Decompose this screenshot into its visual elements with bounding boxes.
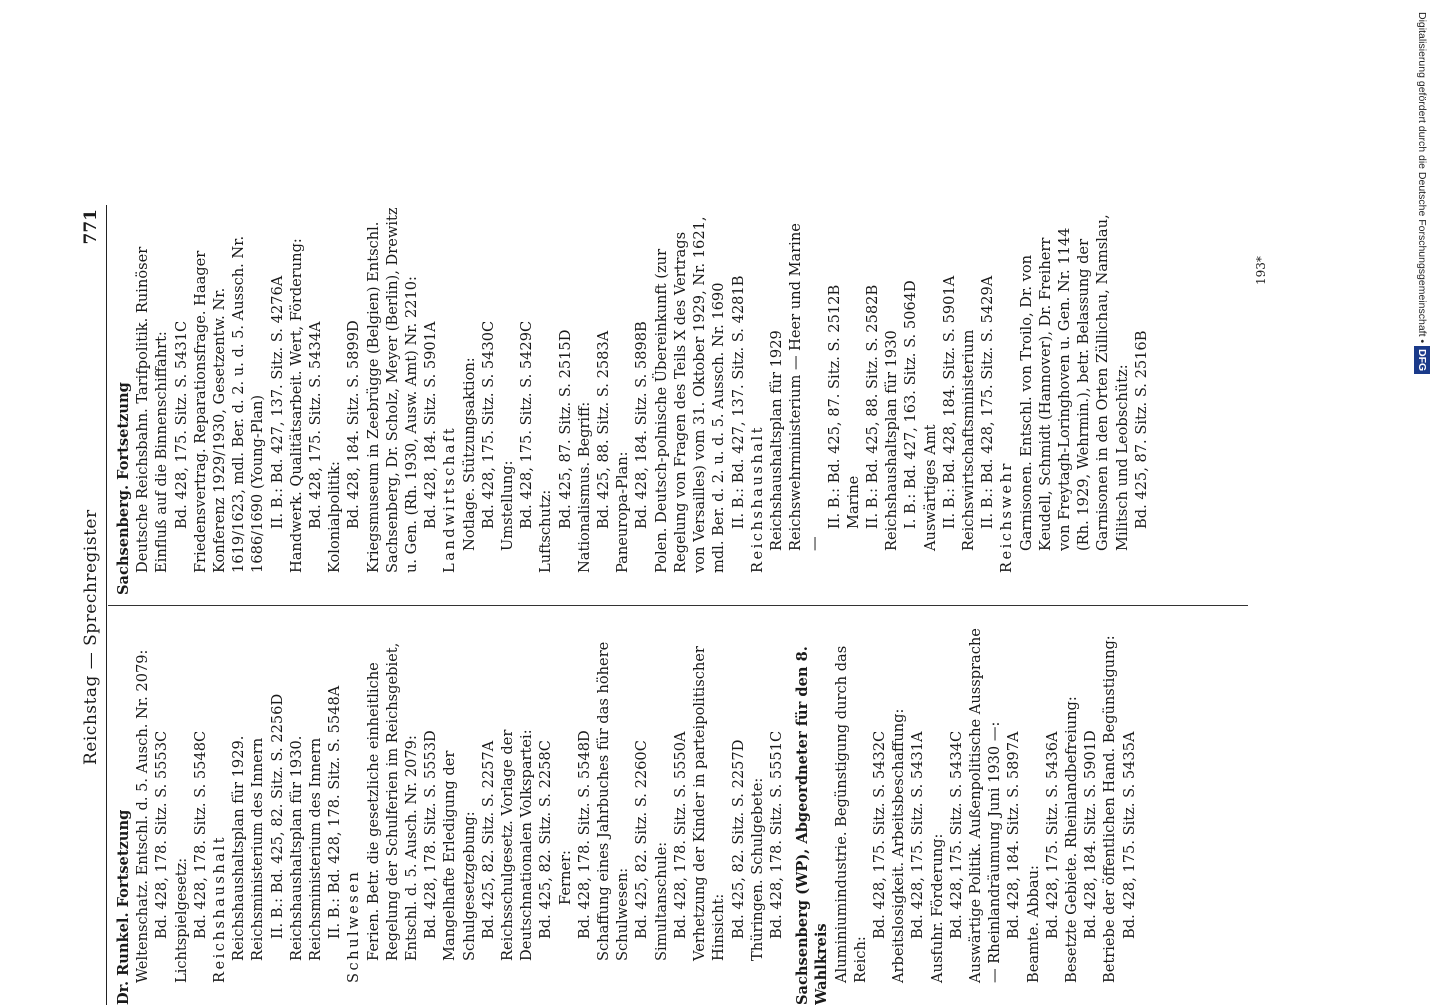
register-entry: Bd. 428, 178. Sitz. S. 5548D: [575, 730, 593, 939]
register-entry: Bd. 425, 87. Sitz. S. 2515D: [556, 329, 574, 529]
register-entry: I. B.: Bd. 427, 163. Sitz. S. 5064D: [902, 280, 920, 529]
register-entry: Weltenschatz. Entschl. d. 5. Ausch. Nr. 2079:: [134, 649, 152, 983]
sheet-signature: 193*: [1254, 256, 1268, 285]
register-entry: Reichswehrministerium — Heer und Marine —: [787, 218, 824, 551]
register-entry: II. B.: Bd. 425, 87. Sitz. S. 2512B: [825, 284, 843, 529]
register-entry: Lichtspielgesetz:: [172, 857, 190, 983]
register-entry: Bd. 428, 178. Sitz. S. 5548C: [191, 730, 209, 939]
register-entry: Umstellung:: [499, 460, 517, 551]
register-entry: Bd. 428, 184. Sitz. S. 5901A: [422, 321, 440, 529]
register-entry: Bd. 428, 184. Sitz. S. 5897A: [1005, 731, 1023, 939]
page-number: 771: [81, 209, 101, 245]
register-entry: Arbeitslosigkeit. Arbeitsbeschaffung:: [890, 708, 908, 983]
register-entry: Ferien. Betr. die gesetzliche einheitliche Regelung der Schulferien im Reichsgebiet, Entschl. d. 5. Ausch. Nr. 2079:: [364, 638, 421, 961]
register-entry: Bd. 428, 175. Sitz. S. 5435A: [1120, 731, 1138, 939]
register-entry: Reichsschulgesetz. Vorlage der Deutschnationalen Volkspartei:: [499, 725, 536, 961]
register-entry: Bd. 428, 178. Sitz. S. 5553C: [153, 730, 171, 939]
register-entry: II. B.: Bd. 425, 88. Sitz. S. 2582B: [863, 284, 881, 529]
register-entry: Bd. 428, 175. Sitz. S. 5429C: [518, 320, 536, 529]
register-entry: Reichswehr: [998, 461, 1016, 573]
register-entry: Dr. Runkel. Fortsetzung: [115, 809, 132, 1005]
register-entry: Bd. 428, 175. Sitz. S. 5430C: [479, 320, 497, 529]
register-entry: Bd. 428, 184. Sitz. S. 5901D: [1082, 730, 1100, 939]
register-entry: Bd. 428, 178. Sitz. S. 5553D: [422, 730, 440, 939]
register-entry: Friedensvertrag. Reparationsfrage. Haager Konferenz 1929/1930, Gesetzentw. Nr. 1619/1623, mdl. Ber. d. 2. u. d. 5. Aussch. Nr. 1686/1690 (Young-Plan): [191, 231, 267, 573]
running-head: [80, 205, 107, 1005]
register-entry: Bd. 428, 184. Sitz. S. 5898B: [633, 321, 651, 529]
register-entry: Bd. 428, 175. Sitz. S. 5431A: [909, 731, 927, 939]
register-entry: Landwirtschaft: [441, 425, 459, 573]
register-entry: Betriebe der öffentlichen Hand. Begünstigung:: [1101, 635, 1119, 983]
sidenote-text: Digitalisierung gefördert durch die Deutsche Forschungsgemeinschaft •: [1416, 12, 1428, 344]
register-entry: Bd. 425, 82. Sitz. S. 2260C: [633, 740, 651, 939]
register-entry: Handwerk. Qualitätsarbeit. Wert, Förderung:: [287, 238, 305, 573]
register-entry: Deutsche Reichsbahn. Tarifpolitik. Ruinöser Einfluß auf die Binnenschiffahrt:: [134, 242, 171, 573]
register-entry: Sachsenberg. Fortsetzung: [115, 382, 132, 595]
register-entry: Bd. 425, 87. Sitz. S. 2516B: [1132, 330, 1150, 529]
register-entry: Reichshaushaltsplan für 1929. Reichsministerium des Innern: [230, 730, 267, 961]
register-entry: Mangelhafte Erledigung der Schulgesetzgebung:: [441, 746, 478, 961]
running-head-title: Reichstag — Sprechregister: [81, 509, 101, 765]
register-entry: II. B.: Bd. 425, 82. Sitz. S. 2256D: [268, 693, 286, 939]
register-entry: Polen. Deutsch-polnische Übereinkunft (zur Regelung von Fragen des Teils X des Vertrags von Versailles) vom 31. Oktober 1929, Nr. 1621, mdl. Ber. d. 2. u. d. 5. Aussch. Nr. 1690: [652, 211, 728, 573]
register-entry: Bd. 428, 178. Sitz. S. 5551C: [767, 730, 785, 939]
register-entry: Auswärtige Politik. Außenpolitische Aussprache — Rheinlandräumung Juni 1930 —:: [966, 623, 1004, 983]
register-entry: Reichshaushaltsplan für 1930: [883, 330, 901, 551]
register-entry: Bd. 428, 175. Sitz. S. 5434A: [307, 321, 325, 529]
register-entry: Ferner:: [556, 850, 574, 905]
register-entry: Reichshaushalt: [748, 425, 766, 573]
register-entry: Bd. 428, 175. Sitz. S. 5436A: [1043, 731, 1061, 939]
register-entry: Sachsenberg (WP), Abgeordneter für den 8. Wahlkreis: [794, 641, 831, 1005]
register-entry: II. B.: Bd. 428, 178. Sitz. S. 5548A: [326, 685, 344, 939]
left-column: [114, 617, 1139, 1005]
register-entry: Reichshaushaltsplan für 1930. Reichsministerium des Innern: [287, 730, 325, 961]
register-entry: Luftschutz:: [537, 489, 555, 573]
register-entry: Bd. 428, 184. Sitz. S. 5899D: [345, 320, 363, 529]
digitization-note: [1414, 12, 1430, 992]
register-entry: II. B.: Bd. 427, 137. Sitz. S. 4281B: [729, 275, 747, 529]
register-entry: Schulwesen: [345, 869, 363, 983]
register-entry: Aluminiumindustrie. Begünstigung durch das Reich:: [832, 641, 869, 983]
column-divider: [108, 605, 1248, 606]
register-entry: Besetzte Gebiete. Rheinlandbefreiung:: [1062, 696, 1080, 983]
document-page: [80, 202, 1340, 1005]
register-entry: Garnisonen. Entschl. von Troilo, Dr. von Keudell, Schmidt (Hannover), Dr. Freiherr von Freytagh-Loringhoven u. Gen. Nr. 1144 (Rh. 1929, Wehrmin.), betr. Belassung der Garnisonen in den Orten Züllichau, Namslau, Militsch und Leobschütz:: [1017, 209, 1131, 551]
register-entry: II. B.: Bd. 427, 137. Sitz. S. 4276A: [268, 275, 286, 529]
register-entry: Paneuropa-Plan:: [614, 451, 632, 573]
register-entry: Bd. 428, 175. Sitz. S. 5432C: [870, 730, 888, 939]
register-entry: Beamte. Abbau:: [1024, 865, 1042, 983]
register-entry: Reichshaushaltsplan für 1929: [767, 330, 785, 551]
register-entry: Auswärtiges Amt: [921, 424, 939, 551]
register-entry: Schaffung eines Jahrbuches für das höhere Schulwesen:: [595, 637, 632, 961]
register-entry: Bd. 425, 82. Sitz. S. 2257A: [479, 740, 497, 939]
register-entry: Bd. 428, 175. Sitz. S. 5434C: [947, 730, 965, 939]
register-entry: Reichswirtschaftsministerium: [959, 329, 977, 551]
register-entry: Reichshaushalt: [211, 835, 229, 983]
register-entry: II. B.: Bd. 428, 184. Sitz. S. 5901A: [940, 275, 958, 529]
register-entry: II. B.: Bd. 428, 175. Sitz. S. 5429A: [979, 275, 997, 529]
register-entry: Bd. 428, 175. Sitz. S. 5431C: [172, 320, 190, 529]
register-entry: Bd. 425, 82. Sitz. S. 2258C: [537, 740, 555, 939]
register-entry: Kolonialpolitik:: [326, 461, 344, 573]
dfg-logo: DFG: [1414, 346, 1430, 374]
register-entry: Notlage. Stützungsaktion:: [460, 357, 478, 551]
register-entry: Verhetzung der Kinder in parteipolitischer Hinsicht:: [691, 641, 728, 961]
register-entry: Bd. 428, 178. Sitz. S. 5550A: [671, 731, 689, 939]
register-entry: Ausfuhr. Förderung:: [928, 833, 946, 983]
register-entry: Kriegsmuseum in Zeebrügge (Belgien) Entschl. Sachsenberg, Dr. Scholz, Meyer (Berlin), Drewitz u. Gen. (Rh. 1930, Ausw. Amt) Nr. 2210:: [364, 202, 421, 573]
register-entry: Nationalismus. Begriff:: [575, 401, 593, 573]
register-entry: Bd. 425, 82. Sitz. S. 2257D: [729, 739, 747, 939]
right-column: [114, 202, 1151, 595]
register-entry: Thüringen. Schulgebete:: [748, 777, 766, 961]
register-entry: Simultanschule:: [652, 841, 670, 961]
register-entry: Bd. 425, 88. Sitz. S. 2583A: [595, 330, 613, 529]
register-entry: Marine: [844, 475, 862, 529]
register-entry: [786, 617, 793, 1005]
